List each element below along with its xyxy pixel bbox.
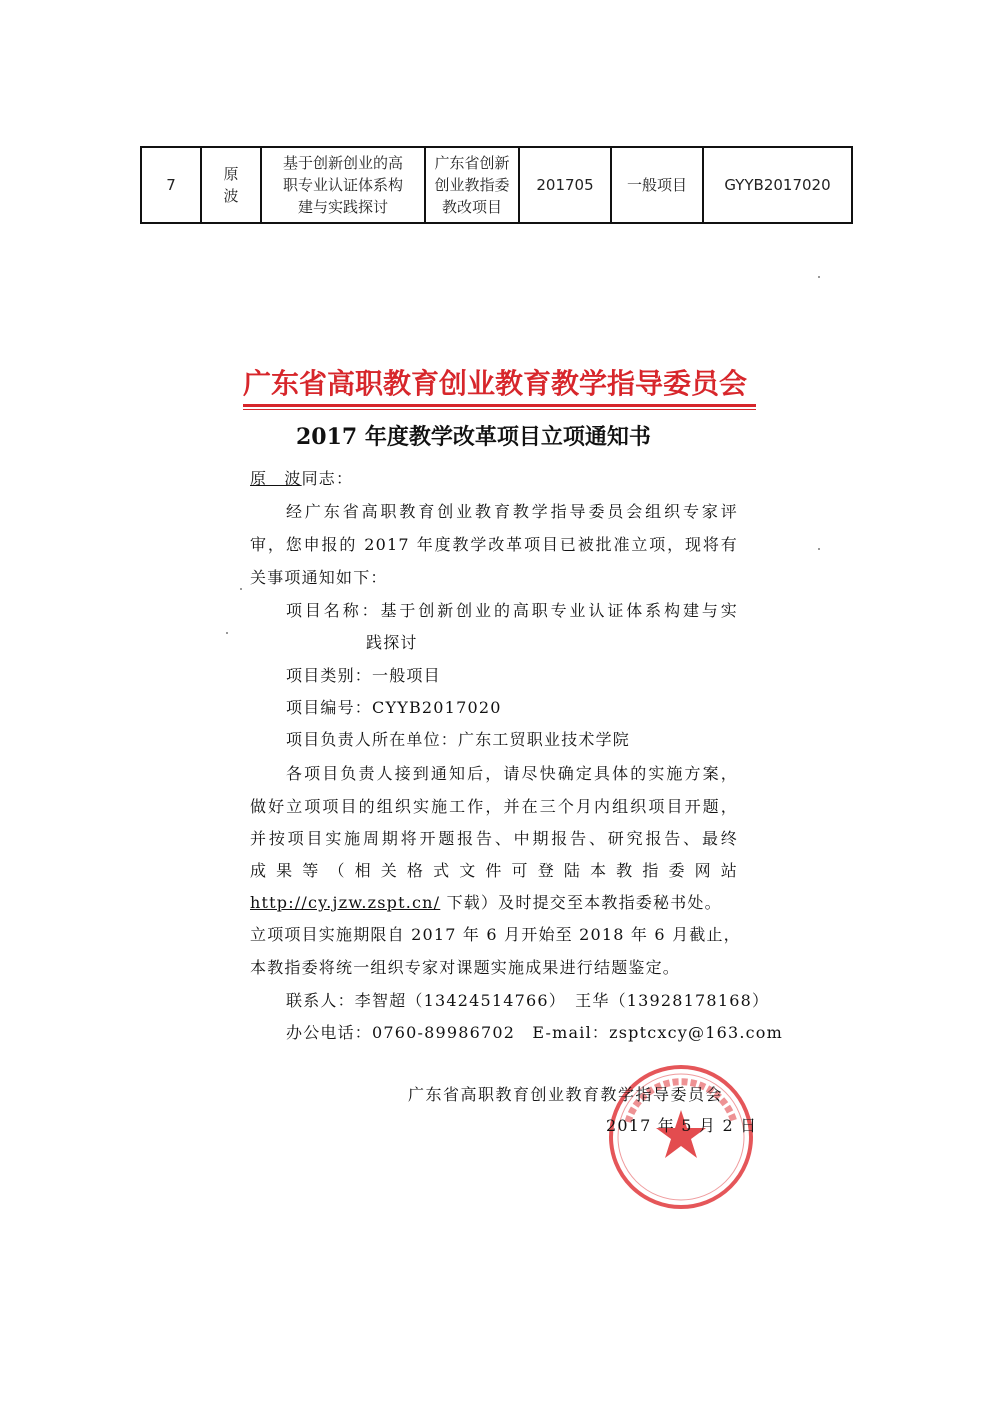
signature: 广东省高职教育创业教育教学指导委员会 xyxy=(408,1085,724,1104)
row-project-line: 建与实践探讨 xyxy=(297,198,388,216)
doc-title: 2017 年度教学改革项目立项通知书 xyxy=(296,424,651,450)
project-name-line: 项目名称：基于创新创业的高职专业认证体系构建与实 xyxy=(286,601,738,620)
scan-speck xyxy=(818,276,820,278)
row-source-line: 创业教指委 xyxy=(434,176,510,194)
title-rule-thin xyxy=(243,409,756,410)
project-name-line: 践探讨 xyxy=(366,633,418,652)
row-category: 一般项目 xyxy=(611,147,703,223)
para2-line-rest: 下载）及时提交至本教指委秘书处。 xyxy=(440,893,722,912)
salutation-name: 原 波 xyxy=(250,469,302,488)
para2-line: 并按项目实施周期将开题报告、中期报告、研究报告、最终 xyxy=(250,829,738,848)
title-rule-thick xyxy=(243,404,756,407)
salutation-suffix: 同志： xyxy=(301,469,354,488)
para2-line: 立项项目实施期限自 2017 年 6 月开始至 2018 年 6 月截止， xyxy=(250,925,741,944)
para1-line: 审，您申报的 2017 年度教学改革项目已被批准立项，现将有 xyxy=(250,535,738,554)
sign-date: 2017 年 5 月 2 日 xyxy=(606,1116,758,1135)
para2-line: 做好立项项目的组织实施工作，并在三个月内组织项目开题， xyxy=(250,797,738,816)
row-project-line: 基于创新创业的高 xyxy=(282,154,403,172)
row-project-line: 职专业认证体系构 xyxy=(282,176,403,194)
scan-speck xyxy=(226,632,228,634)
scan-speck xyxy=(240,588,242,590)
project-table xyxy=(140,146,853,224)
row-source-line: 教改项目 xyxy=(441,198,502,216)
para2-line: 各项目负责人接到通知后，请尽快确定具体的实施方案， xyxy=(286,764,738,783)
row-project xyxy=(261,147,425,223)
org-title: 广东省高职教育创业教育教学指导委员会 xyxy=(243,367,748,400)
row-name-line: 原 xyxy=(223,165,239,183)
para1-line: 关事项通知如下： xyxy=(250,568,388,587)
website-link[interactable]: http://cy.jzw.zspt.cn/ xyxy=(250,893,441,912)
row-name xyxy=(201,147,261,223)
para2-line: 成 果 等 （ 相 关 格 式 文 件 可 登 陆 本 教 指 委 网 站 xyxy=(250,861,738,880)
row-name-line: 波 xyxy=(223,187,239,205)
row-source xyxy=(425,147,519,223)
project-category: 项目类别：一般项目 xyxy=(286,666,441,685)
row-index: 7 xyxy=(141,147,201,223)
para1-line: 经广东省高职教育创业教育教学指导委员会组织专家评 xyxy=(286,502,738,521)
scan-speck xyxy=(818,548,820,550)
row-source-line: 广东省创新 xyxy=(434,154,510,172)
salutation xyxy=(250,466,353,489)
project-code: 项目编号：CYYB2017020 xyxy=(286,698,502,717)
para2-line: 本教指委将统一组织专家对课题实施成果进行结题鉴定。 xyxy=(250,958,681,977)
row-date: 201705 xyxy=(519,147,611,223)
row-code: GYYB2017020 xyxy=(703,147,852,223)
table-row xyxy=(141,147,852,223)
para2-line xyxy=(250,890,722,913)
office-line: 办公电话：0760-89986702 E-mail：zsptcxcy@163.com xyxy=(286,1023,783,1042)
contact-line: 联系人：李智超（13424514766） 王华（13928178168） xyxy=(286,991,770,1010)
project-unit: 项目负责人所在单位：广东工贸职业技术学院 xyxy=(286,730,631,749)
